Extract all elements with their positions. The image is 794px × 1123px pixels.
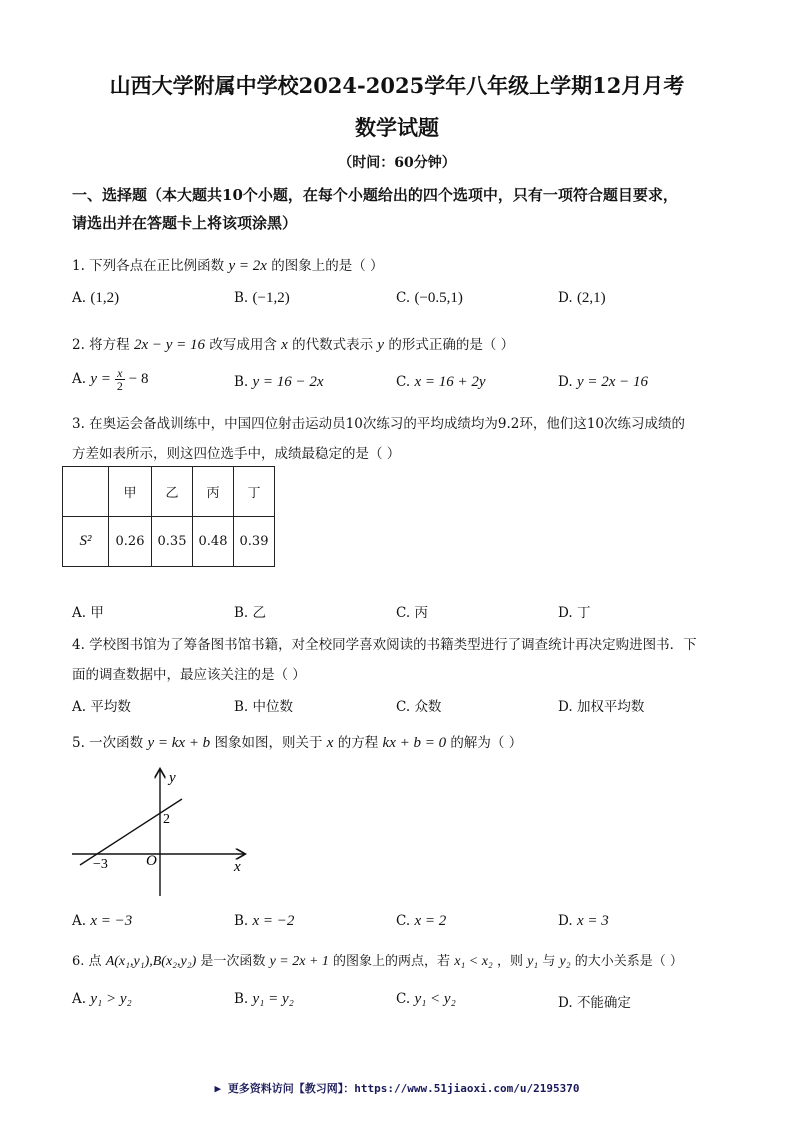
q4-option-d[interactable] [558,695,644,715]
q2-post: 的形式正确的是（ ） [388,337,515,353]
option-label: A. [72,371,87,387]
q2-var2: y [377,337,385,353]
table-header-cell: 丙 [193,467,234,517]
q1-pre: 1. 下列各点在正比例函数 [72,258,225,274]
option-label: A. [72,605,87,621]
q2-option-d[interactable] [558,374,648,391]
option-label: D. [558,913,573,929]
option-label: B. [234,699,249,715]
time-note: （时间：60分钟） [338,155,456,171]
fraction-numerator: x [117,366,123,380]
table-header-row [63,467,275,517]
option-value: y = 16 − 2x [252,374,324,390]
question-6-stem [72,950,683,970]
linear-function-graph [66,764,256,900]
x-intercept-label: −3 [93,857,108,872]
option-label: B. [234,290,249,306]
q6-v1: y₁ [527,954,539,969]
option-value: 丁 [576,605,591,621]
page-title: 山西大学附属中学校2024-2025学年八年级上学期12月月考 [109,73,685,98]
q6-pre: 6. 点 [72,954,102,969]
q2-pre: 2. 将方程 [72,337,130,353]
table-cell: 0.48 [193,517,234,567]
option-value: 中位数 [252,699,294,715]
option-value: x = −3 [90,913,133,929]
q3-option-c[interactable] [396,601,428,621]
q6-v2: y₂ [559,954,571,969]
option-label: B. [234,605,249,621]
option-value: 不能确定 [576,995,631,1011]
q2-var1: x [281,337,288,353]
q6-mid: 是一次函数 [200,954,266,969]
table-cell: 0.35 [152,517,193,567]
option-value: (2,1) [576,290,606,306]
option-label: C. [396,374,411,390]
table-cell: 0.39 [234,517,275,567]
option-label: C. [396,290,411,306]
y-axis-label: y [169,770,176,786]
option-label: A. [72,699,87,715]
q6-mid4: 与 [542,954,556,969]
option-label: D. [558,699,573,715]
q5-expr: y = kx + b [147,735,211,751]
option-value: 甲 [90,605,104,621]
variance-table [62,466,275,567]
q6-option-c[interactable] [396,991,456,1008]
table-header-cell: 丁 [234,467,275,517]
option-value: y = 2x − 16 [576,374,648,390]
footer-link[interactable]: ▶ 更多资料访问【教习网】：https://www.51jiaoxi.com/u/2195370 [214,1082,580,1095]
q6-option-b[interactable] [234,991,294,1008]
q2-expr: 2x − y = 16 [133,337,206,353]
option-lhs: y = [90,371,111,387]
option-value: 丙 [414,605,428,621]
question-2-stem [72,333,514,354]
option-label: C. [396,991,411,1007]
option-value: x = −2 [252,913,295,929]
q6-mid2: 的图象上的两点，若 [333,954,451,969]
option-value: 众数 [414,699,442,715]
option-value: (1,2) [90,290,120,306]
q1-option-b[interactable] [234,290,290,307]
q3-option-d[interactable] [558,601,590,621]
option-label: D. [558,605,573,621]
fraction [115,367,124,392]
q5-pre: 5. 一次函数 [72,735,144,751]
q5-mid: 图象如图，则关于 [214,735,323,751]
fraction-denominator: 2 [116,379,123,393]
q5-post: 的解为（ ） [450,735,523,751]
option-label: A. [72,991,87,1007]
page-subtitle: 数学试题 [355,115,439,140]
option-label: A. [72,913,87,929]
q5-expr2: kx + b = 0 [382,735,447,751]
table-row-label: S² [63,517,109,567]
question-4-line2: 面的调查数据中，最应该关注的是（ ） [72,667,306,683]
option-value: 乙 [252,605,267,621]
question-3-line2: 方差如表所示，则这四位选手中，成绩最稳定的是（ ） [72,446,401,462]
table-header-cell: 乙 [152,467,193,517]
q6-points: A(x₁,y₁),B(x₂,y₂) [105,954,197,969]
q3-option-a[interactable] [72,601,104,621]
q5-var: x [326,735,334,751]
option-label: A. [72,290,87,306]
q5-option-a[interactable] [72,913,132,930]
option-label: C. [396,699,411,715]
table-header-cell [63,467,109,517]
option-label: C. [396,913,411,929]
q2-option-a[interactable] [72,367,149,392]
question-1-stem [72,254,384,275]
q6-expr: y = 2x + 1 [269,954,329,969]
q6-option-d[interactable] [558,991,631,1011]
option-value: (−1,2) [252,290,290,306]
question-5-stem [72,731,522,752]
q6-cond: x₁ < x₂ [454,954,493,969]
table-cell: 0.26 [109,517,152,567]
question-4-line1: 4. 学校图书馆为了筹备图书馆书籍，对全校同学喜欢阅读的书籍类型进行了调查统计再决定购进图书．下 [72,637,697,653]
q1-option-a[interactable] [72,290,119,307]
option-value: y₁ < y₂ [414,991,456,1007]
q2-option-b[interactable] [234,374,324,391]
section-heading-line1: 一、选择题（本大题共10个小题，在每个小题给出的四个选项中，只有一项符合题目要求， [72,186,678,204]
q5-option-c[interactable] [396,913,446,930]
q5-option-b[interactable] [234,913,294,930]
q6-mid3: ，则 [496,954,523,969]
q1-post: 的图象上的是（ ） [271,258,384,274]
q2-mid: 改写成用含 [209,337,277,353]
q6-option-a[interactable] [72,991,132,1008]
option-label: B. [234,991,249,1007]
origin-label: O [146,853,157,869]
q2-mid2: 的代数式表示 [292,337,374,353]
table-row [63,517,275,567]
q1-option-d[interactable] [558,290,606,307]
y-intercept-label: 2 [163,812,170,827]
option-rest: − 8 [128,371,149,387]
x-axis-label: x [234,859,241,875]
option-value: x = 16 + 2y [414,374,486,390]
q5-option-d[interactable] [558,913,609,930]
q5-mid2: 的方程 [337,735,379,751]
q2-option-c[interactable] [396,374,486,391]
q4-option-a[interactable] [72,695,131,715]
question-3-line1: 3. 在奥运会备战训练中，中国四位射击运动员10次练习的平均成绩均为9.2环，他们这10次练习成绩的 [72,416,685,432]
option-label: B. [234,913,249,929]
option-label: D. [558,290,573,306]
section-heading-line2: 请选出并在答题卡上将该项涂黑） [72,214,298,232]
option-value: 平均数 [90,699,131,715]
function-line [80,799,182,865]
q4-option-c[interactable] [396,695,441,715]
option-value: y₁ > y₂ [90,991,132,1007]
option-label: B. [234,374,249,390]
option-value: x = 2 [414,913,447,929]
option-value: y₁ = y₂ [252,991,294,1007]
option-value: 加权平均数 [576,699,645,715]
q4-option-b[interactable] [234,695,293,715]
option-value: x = 3 [576,913,609,929]
option-label: C. [396,605,411,621]
q1-option-c[interactable] [396,290,463,307]
q1-expr: y = 2x [228,258,267,274]
option-label: D. [558,374,573,390]
table-header-cell: 甲 [109,467,152,517]
q6-post: 的大小关系是（ ） [574,954,683,969]
q3-option-b[interactable] [234,601,266,621]
option-label: D. [558,995,573,1011]
option-value: (−0.5,1) [414,290,463,306]
